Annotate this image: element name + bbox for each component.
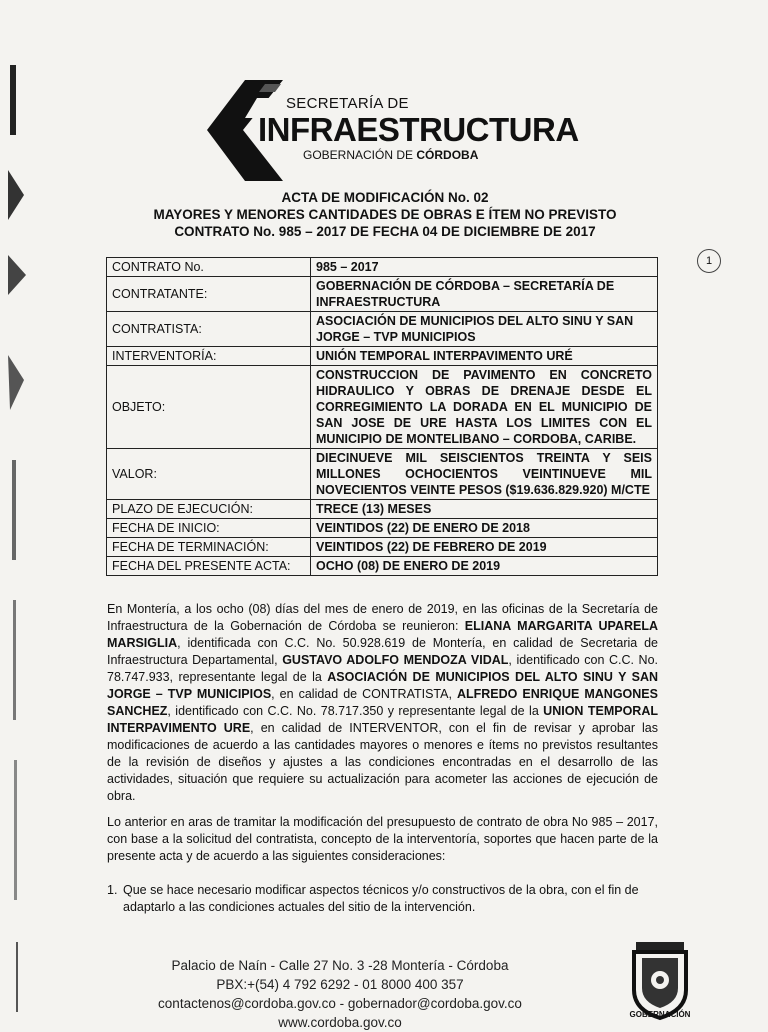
document-titles: [100, 189, 670, 240]
row-label: OBJETO:: [107, 366, 311, 449]
page-number-circle: 1: [697, 249, 721, 273]
footer-phone: PBX:+(54) 4 792 6292 - 01 8000 400 357: [216, 977, 464, 992]
table-row: [107, 519, 658, 538]
row-value: ASOCIACIÓN DE MUNICIPIOS DEL ALTO SINU Y SAN JORGE – TVP MUNICIPIOS: [311, 312, 658, 347]
row-value: DIECINUEVE MIL SEISCIENTOS TREINTA Y SEIS MILLONES OCHOCIENTOS VEINTINUEVE MIL NOVECIENTOS VEINTE PESOS ($19.636.829.920) M/CTE: [311, 449, 658, 500]
list-item-text: Que se hace necesario modificar aspectos técnicos y/o constructivos de la obra, con el fin de: [123, 883, 639, 897]
table-row: [107, 277, 658, 312]
scan-edge-artifacts: [0, 40, 30, 1000]
table-row: [107, 449, 658, 500]
row-value: 985 – 2017: [311, 258, 658, 277]
seal-caption: GOBERNACIÓN: [629, 1010, 691, 1019]
list-item: [107, 882, 658, 916]
row-value: TRECE (13) MESES: [311, 500, 658, 519]
table-row: [107, 258, 658, 277]
row-label: PLAZO DE EJECUCIÓN:: [107, 500, 311, 519]
paragraph-budget: Lo anterior en aras de tramitar la modificación del presupuesto de contrato de obra No 985 – 2017, con base a la solicitud del contratista, concepto de la interventoría, soportes que hacen parte de la presente acta y de acuerdo a las siguientes consideraciones:: [107, 815, 658, 863]
list-item-number: 1.: [107, 883, 118, 897]
row-value: VEINTIDOS (22) DE ENERO DE 2018: [311, 519, 658, 538]
logo-line-secretaria: SECRETARÍA DE: [286, 95, 409, 112]
row-label: FECHA DE TERMINACIÓN:: [107, 538, 311, 557]
row-value: UNIÓN TEMPORAL INTERPAVIMENTO URÉ: [311, 347, 658, 366]
row-label: VALOR:: [107, 449, 311, 500]
scan-line: [16, 942, 18, 1012]
table-row: [107, 347, 658, 366]
row-label: CONTRATO No.: [107, 258, 311, 277]
row-label: CONTRATISTA:: [107, 312, 311, 347]
logo-line-infraestructura: INFRAESTRUCTURA: [258, 111, 579, 148]
row-label: INTERVENTORÍA:: [107, 347, 311, 366]
table-row: [107, 538, 658, 557]
table-row: [107, 312, 658, 347]
title-contrato: CONTRATO No. 985 – 2017 DE FECHA 04 DE DICIEMBRE DE 2017: [174, 224, 596, 239]
footer-contact: [130, 956, 550, 1032]
contract-info-table: [106, 257, 658, 576]
row-value: CONSTRUCCION DE PAVIMENTO EN CONCRETO HIDRAULICO Y OBRAS DE DRENAJE DESDE EL CORREGIMIENTO LA DORADA EN EL MUNICIPIO DE SAN JOSE DE URE HASTA LOS LIMITES CON EL MUNICIPIO DE MONTELIBANO – CORDOBA, CARIBE.: [311, 366, 658, 449]
list-item-text-cont: adaptarlo a las condiciones actuales del sitio de la intervención.: [123, 900, 476, 914]
row-label: FECHA DEL PRESENTE ACTA:: [107, 557, 311, 576]
title-mayores-menores: MAYORES Y MENORES CANTIDADES DE OBRAS E ÍTEM NO PREVISTO: [153, 207, 617, 222]
table-row: [107, 557, 658, 576]
table-row: [107, 500, 658, 519]
logo-line-gobernacion: GOBERNACIÓN DE CÓRDOBA: [303, 148, 479, 162]
footer-address: Palacio de Naín - Calle 27 No. 3 -28 Montería - Córdoba: [171, 958, 509, 973]
row-label: CONTRATANTE:: [107, 277, 311, 312]
table-row: [107, 366, 658, 449]
row-value: VEINTIDOS (22) DE FEBRERO DE 2019: [311, 538, 658, 557]
row-value: OCHO (08) DE ENERO DE 2019: [311, 557, 658, 576]
footer-emails: contactenos@cordoba.gov.co - gobernador@cordoba.gov.co: [158, 996, 522, 1011]
paragraph-meeting: En Montería, a los ocho (08) días del mes de enero de 2019, en las oficinas de la Secretaría de Infraestructura de la Gobernación de Córdoba se reunieron: ELIANA MARGARITA UPARELA MARSIGLIA, identificada con C.C. No. 50.928.619 de Montería, en calidad de Secretaria de Infraestructura Departamental, GUSTAVO ADOLFO MENDOZA VIDAL, identificado con C.C. No. 78.747.933, representante legal de la ASOCIACIÓN DE MUNICIPIOS DEL ALTO SINU Y SAN JORGE – TVP MUNICIPIOS, en calidad de CONTRATISTA, ALFREDO ENRIQUE MANGONES SANCHEZ, identificado con C.C. No. 78.717.350 y representante legal de la UNION TEMPORAL INTERPAVIMENTO URE, en calidad de INTERVENTOR, con el fin de revisar y aprobar las modificaciones de acuerdo a las cantidades mayores o menores e ítems no previstos resultantes de la revisión de diseños y ajustes a las condiciones encontradas en el desarrollo de las actividades, situación que requiere su actualización para acometer las acciones de ejecución de obra.: [107, 602, 659, 803]
row-label: FECHA DE INICIO:: [107, 519, 311, 538]
footer-website: www.cordoba.gov.co: [278, 1015, 402, 1030]
title-acta: ACTA DE MODIFICACIÓN No. 02: [281, 190, 489, 205]
secretaria-logo: [205, 78, 579, 183]
row-value: GOBERNACIÓN DE CÓRDOBA – SECRETARÍA DE INFRAESTRUCTURA: [311, 277, 658, 312]
